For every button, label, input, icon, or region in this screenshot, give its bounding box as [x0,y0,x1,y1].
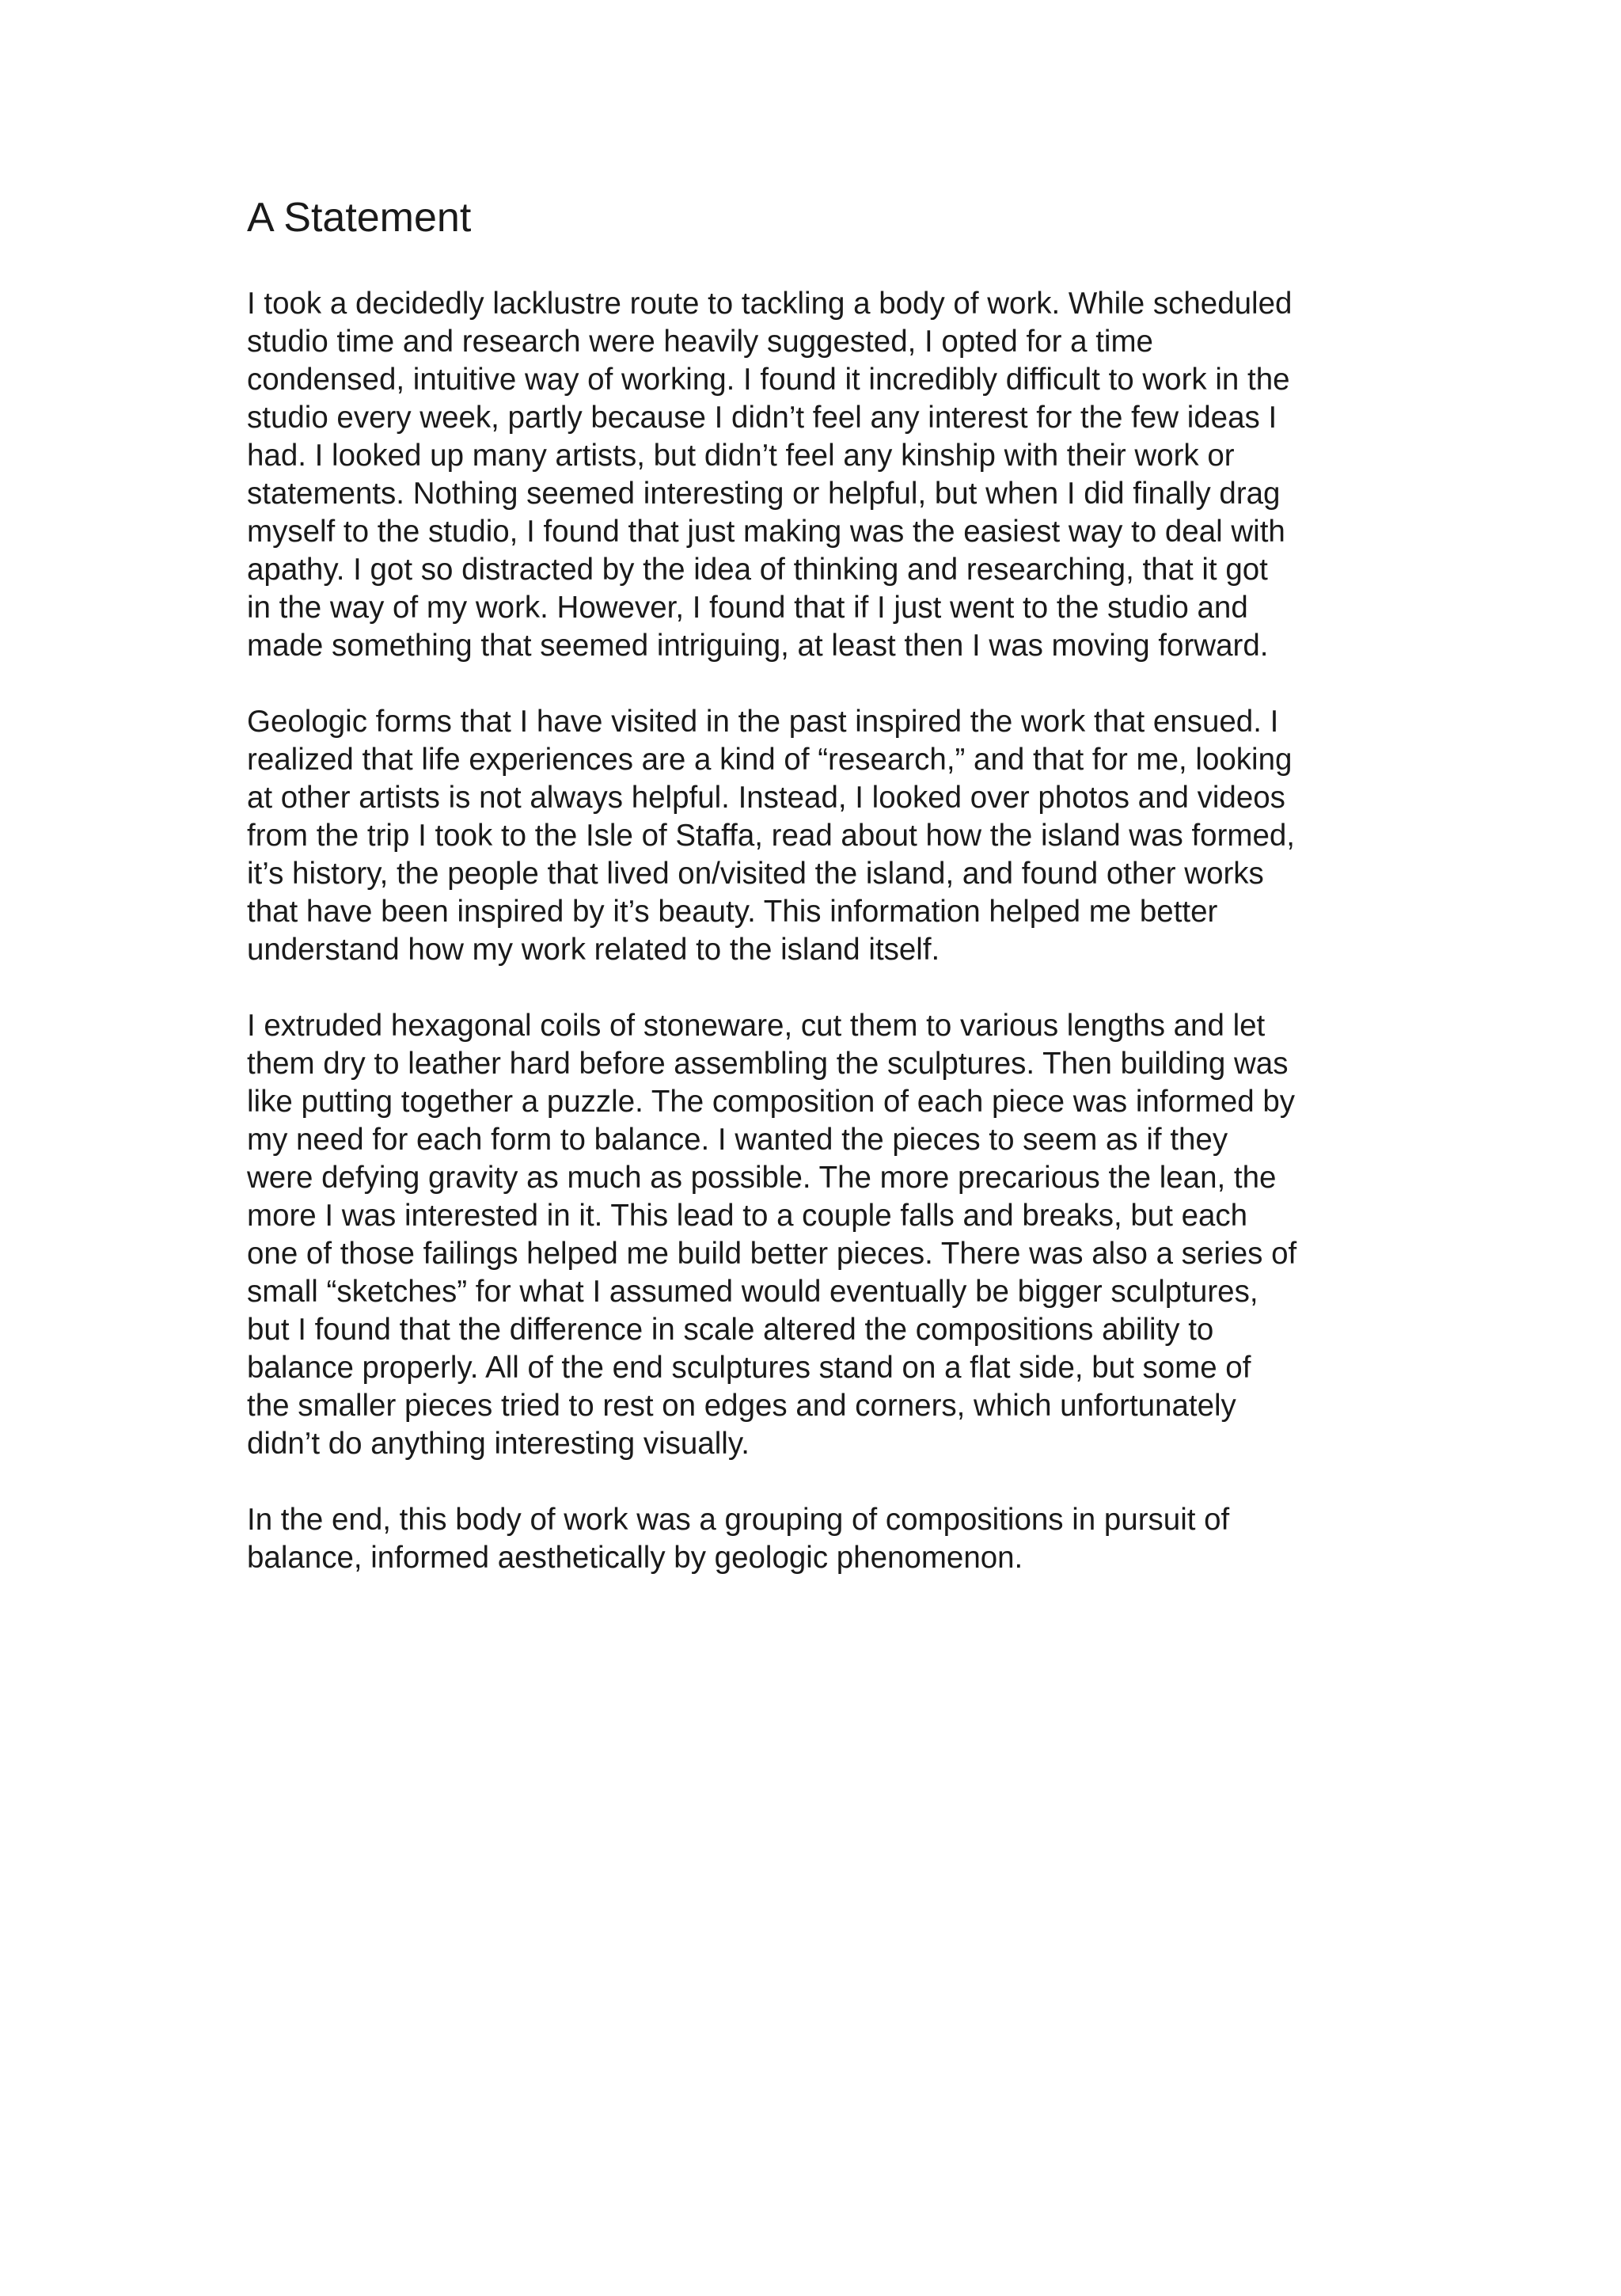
paragraph-3 [247,1007,1387,1463]
paragraph-line: didn’t do anything interesting visually. [247,1427,750,1462]
paragraph-line: Geologic forms that I have visited in the past inspired the work that ensued. I [247,705,1279,739]
page-title: A Statement [247,195,472,241]
paragraph-line: it’s history, the people that lived on/visited the island, and found other works [247,857,1264,891]
paragraph-line: that have been inspired by it’s beauty. This information helped me better [247,895,1218,929]
paragraph-line: but I found that the difference in scale altered the compositions ability to [247,1313,1214,1348]
paragraph-line: my need for each form to balance. I wanted the pieces to seem as if they [247,1123,1228,1158]
paragraph-2 [247,703,1387,969]
paragraph-4 [247,1501,1387,1577]
paragraph-line: apathy. I got so distracted by the idea of thinking and researching, that it got [247,553,1268,587]
document-body [247,193,1387,1615]
paragraph-line: balance properly. All of the end sculptures stand on a flat side, but some of [247,1351,1251,1386]
paragraph-line: more I was interested in it. This lead to a couple falls and breaks, but each [247,1199,1248,1234]
paragraph-line: condensed, intuitive way of working. I found it incredibly difficult to work in the [247,363,1290,397]
paragraph-line: studio every week, partly because I didn’t feel any interest for the few ideas I [247,401,1277,435]
paragraph-line: In the end, this body of work was a grouping of compositions in pursuit of [247,1503,1230,1538]
paragraph-line: studio time and research were heavily suggested, I opted for a time [247,325,1153,359]
paragraph-line: had. I looked up many artists, but didn’t feel any kinship with their work or [247,439,1235,473]
paragraph-line: at other artists is not always helpful. Instead, I looked over photos and videos [247,781,1285,815]
paragraph-line: from the trip I took to the Isle of Staffa, read about how the island was formed, [247,819,1295,853]
paragraph-line: in the way of my work. However, I found that if I just went to the studio and [247,591,1248,625]
paragraph-line: I took a decidedly lacklustre route to tackling a body of work. While scheduled [247,287,1293,321]
paragraph-line: realized that life experiences are a kind of “research,” and that for me, looking [247,743,1293,777]
paragraph-line: one of those failings helped me build better pieces. There was also a series of [247,1237,1297,1272]
paragraph-line: the smaller pieces tried to rest on edges and corners, which unfortunately [247,1389,1236,1424]
paragraph-line: statements. Nothing seemed interesting or helpful, but when I did finally drag [247,477,1281,511]
paragraph-line: like putting together a puzzle. The composition of each piece was informed by [247,1085,1296,1119]
paragraph-line: I extruded hexagonal coils of stoneware, cut them to various lengths and let [247,1009,1266,1043]
paragraph-line: made something that seemed intriguing, at least then I was moving forward. [247,629,1269,663]
paragraph-line: small “sketches” for what I assumed would eventually be bigger sculptures, [247,1275,1258,1310]
paragraph-line: were defying gravity as much as possible. The more precarious the lean, the [247,1161,1277,1196]
paragraph-1 [247,285,1387,665]
paragraph-line: them dry to leather hard before assembling the sculptures. Then building was [247,1047,1289,1081]
paragraph-line: balance, informed aesthetically by geologic phenomenon. [247,1541,1023,1576]
paragraph-line: myself to the studio, I found that just making was the easiest way to deal with [247,515,1285,549]
paragraph-line: understand how my work related to the island itself. [247,933,940,967]
